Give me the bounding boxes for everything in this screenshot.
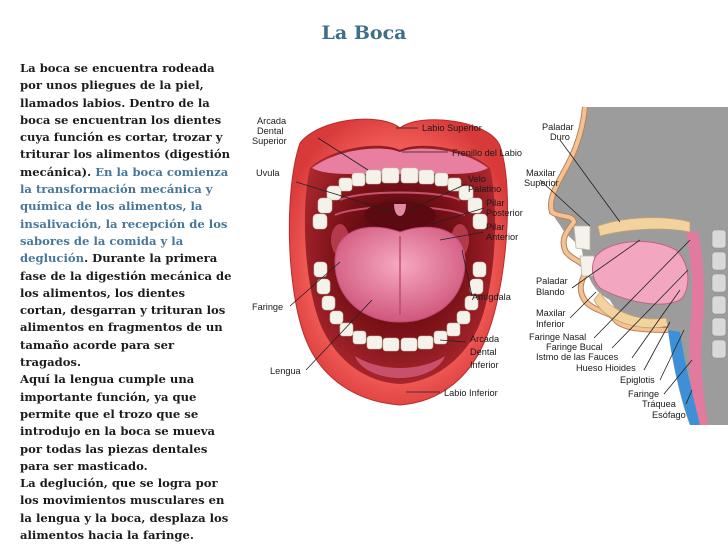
label-faringe-front: Faringe — [252, 302, 284, 312]
upper-tooth-side — [574, 226, 590, 250]
label-maxilar-inferior-1: Maxilar — [536, 308, 566, 318]
label-faringe-side: Faringe — [628, 389, 660, 399]
label-pilar-anterior-2: Anterior — [486, 232, 519, 242]
label-paladar-blando-1: Paladar — [536, 276, 568, 286]
label-frenillo: Frenillo del Labio — [452, 148, 522, 158]
label-arcada-dental-superior-2: Dental — [257, 126, 284, 136]
label-velo-1: Velo — [468, 174, 486, 184]
label-arcada-dental-superior-3: Superior — [252, 136, 287, 146]
label-lengua: Lengua — [270, 366, 301, 376]
label-labio-inferior: Labio Inferior — [444, 388, 498, 398]
label-uvula: Uvula — [256, 168, 280, 178]
label-faringe-bucal: Faringe Bucal — [546, 342, 603, 352]
label-maxilar-superior-1: Maxilar — [526, 168, 556, 178]
label-labio-superior: Labio Superior — [422, 123, 482, 133]
paragraph-1-highlight: En la boca comienza la transformación mecánica y química de los alimentos, la insalivación, la recepción de los sabores de la comida y la deglución — [20, 164, 229, 266]
label-pilar-posterior-2: Posterior — [486, 208, 523, 218]
label-arcada-dental-inferior-3: Inferior — [470, 360, 499, 370]
label-velo-2: Palatino — [468, 184, 502, 194]
label-pilar-posterior-1: Pilar — [486, 198, 505, 208]
label-paladar-duro-2: Duro — [550, 132, 570, 142]
label-faringe-nasal: Faringe Nasal — [529, 332, 587, 342]
label-arcada-dental-superior-1: Arcada — [257, 116, 287, 126]
label-arcada-dental-inferior-2: Dental — [470, 347, 497, 357]
label-paladar-blando-2: Blando — [536, 287, 565, 297]
label-epiglotis: Epiglotis — [620, 375, 655, 385]
paragraph-3: La deglución, que se logra por los movimientos musculares en la lengua y la boca, desplaza los alimentos hacia la faringe. — [20, 476, 229, 543]
paragraph-2: Aquí la lengua cumple una importante función, ya que permite que el trozo que se introdujo en la boca se mueva por todas las piezas dentales para ser masticado. — [20, 372, 216, 473]
label-maxilar-superior-2: Superior — [524, 178, 559, 188]
label-esofago: Esófago — [652, 410, 686, 420]
paragraph-1-part-a: La boca se encuentra rodeada por unos pliegues de la piel, llamados labios. Dentro de la boca se encuentran los dientes cuya función es cortar, trozar y triturar los alimentos (digestión mecánica). — [20, 61, 231, 179]
slide-title: La Boca — [321, 22, 407, 44]
label-pilar-anterior-1: Pilar — [486, 222, 505, 232]
label-paladar-duro-1: Paladar — [542, 122, 574, 132]
label-maxilar-inferior-2: Inferior — [536, 319, 565, 329]
paragraph-1-part-c: . Durante la primera fase de la digestión mecánica de los alimentos, los dientes cortan, desgarran y trituran los alimentos en fragmentos de un tamaño acorde para ser tragados. — [20, 251, 232, 370]
label-hueso-hioides: Hueso Hioides — [576, 363, 636, 373]
label-amigdala: Amígdala — [472, 292, 511, 302]
label-traquea: Tráquea — [642, 399, 676, 409]
label-istmo-fauces: Istmo de las Fauces — [536, 352, 619, 362]
label-arcada-dental-inferior-1: Arcada — [470, 334, 500, 344]
